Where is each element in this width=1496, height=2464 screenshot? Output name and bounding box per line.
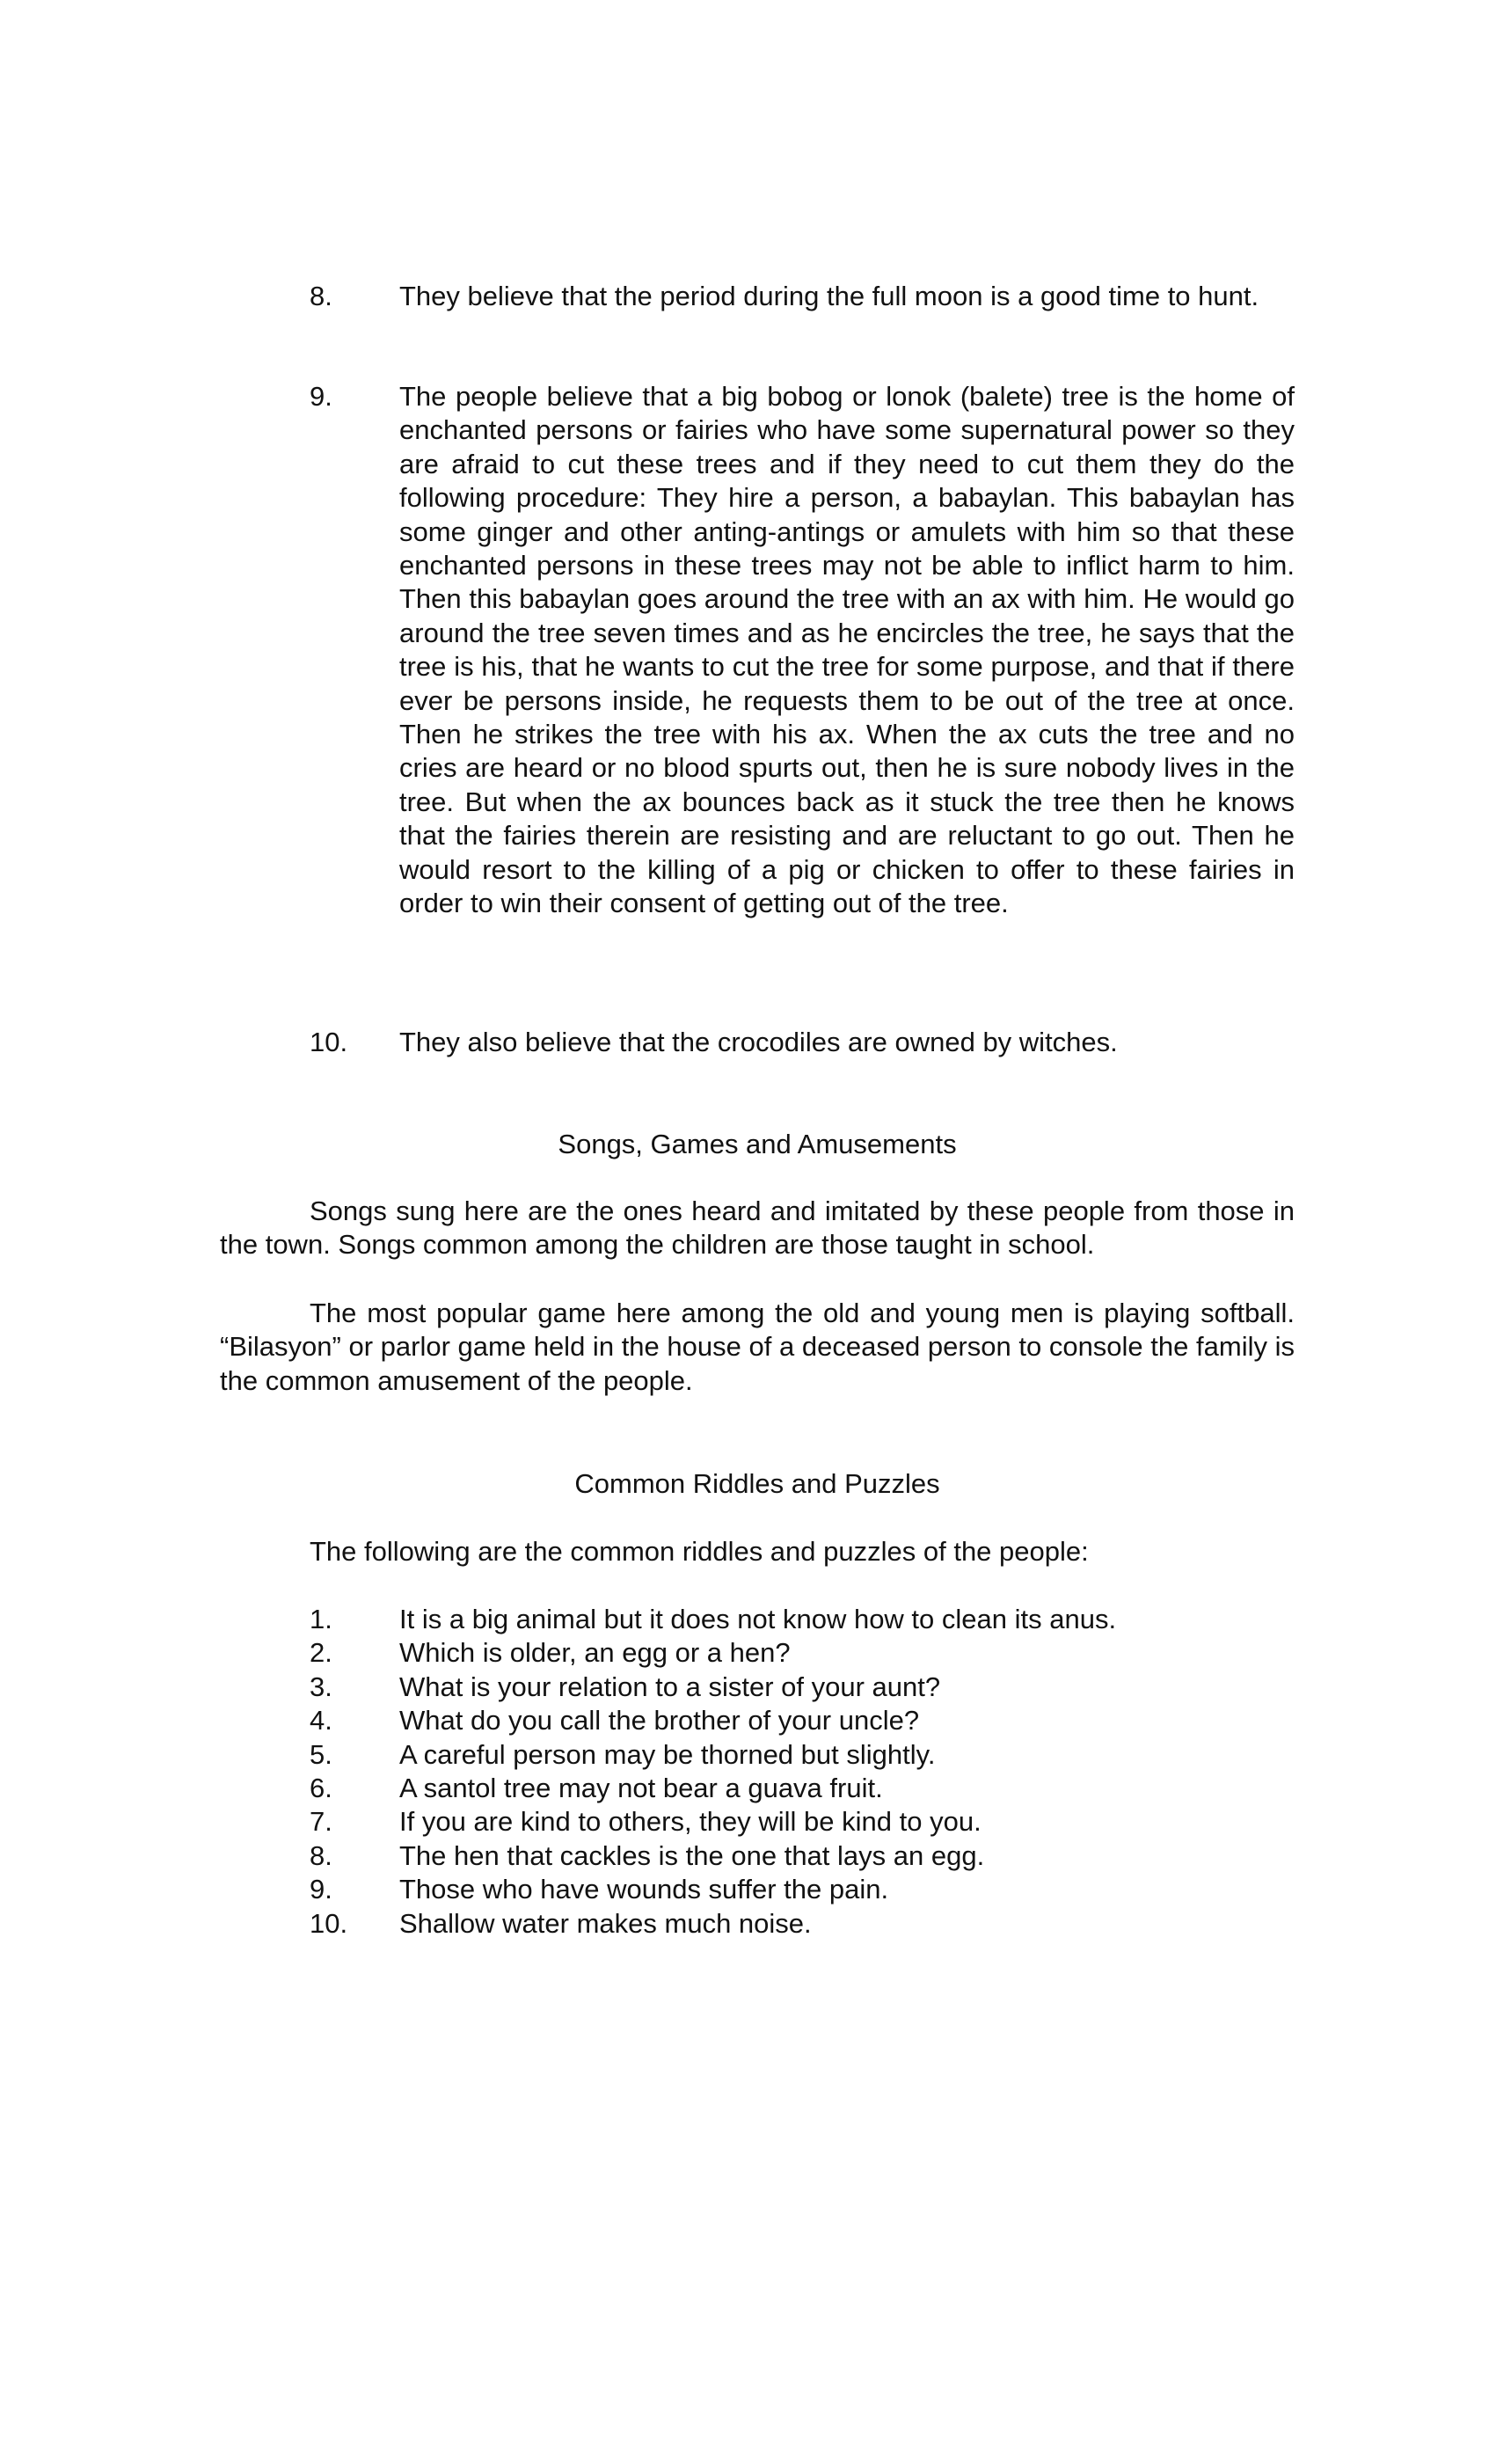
list-number: 5.	[310, 1738, 332, 1770]
section-heading-riddles: Common Riddles and Puzzles	[574, 1468, 940, 1499]
riddle-item	[310, 1738, 1295, 1772]
riddle-item	[310, 1772, 1295, 1805]
riddle-text: Those who have wounds suffer the pain.	[399, 1874, 889, 1905]
belief-text: They also believe that the crocodiles are owned by witches.	[399, 1027, 1118, 1057]
songs-paragraph: Songs sung here are the ones heard and imitated by these people from those in the town. Songs common among the children are those taught in school.	[220, 1195, 1295, 1261]
riddle-text: It is a big animal but it does not know how to clean its anus.	[399, 1604, 1117, 1634]
riddle-item	[310, 1704, 1295, 1737]
list-number: 4.	[310, 1705, 332, 1736]
belief-item-10	[310, 1026, 1295, 1059]
riddle-text: What do you call the brother of your uncle?	[399, 1705, 920, 1736]
belief-item-9	[310, 380, 1295, 921]
list-number: 2.	[310, 1637, 332, 1669]
riddles-intro: The following are the common riddles and puzzles of the people:	[310, 1536, 1089, 1567]
riddle-text: Which is older, an egg or a hen?	[399, 1637, 791, 1669]
riddle-text: If you are kind to others, they will be kind to you.	[399, 1806, 982, 1838]
riddle-item	[310, 1873, 1295, 1906]
list-number: 6.	[310, 1772, 332, 1803]
list-number: 3.	[310, 1671, 332, 1702]
riddle-item	[310, 1671, 1295, 1704]
belief-text: They believe that the period during the full moon is a good time to hunt.	[399, 281, 1259, 311]
list-number: 8.	[310, 281, 332, 311]
games-paragraph: The most popular game here among the old and young men is playing softball. “Bilasyon” or parlor game held in the house of a deceased person to console the family is the common amusement of the people.	[220, 1298, 1295, 1396]
riddle-text: Shallow water makes much noise.	[399, 1907, 812, 1939]
riddle-text: A santol tree may not bear a guava fruit.	[399, 1772, 883, 1803]
riddle-item	[310, 1636, 1295, 1670]
list-number: 8.	[310, 1839, 332, 1871]
riddles-list	[310, 1603, 1295, 1941]
riddle-text: A careful person may be thorned but slightly.	[399, 1738, 936, 1770]
section-heading-songs: Songs, Games and Amusements	[558, 1129, 957, 1159]
riddle-text: What is your relation to a sister of your aunt?	[399, 1671, 941, 1702]
riddle-item	[310, 1805, 1295, 1839]
list-number: 10.	[310, 1907, 348, 1939]
riddle-item	[310, 1907, 1295, 1941]
belief-item-8	[310, 280, 1295, 313]
list-number: 9.	[310, 381, 332, 412]
list-number: 1.	[310, 1604, 332, 1634]
riddle-item	[310, 1839, 1295, 1873]
belief-text: The people believe that a big bobog or lonok (balete) tree is the home of enchanted persons or fairies who have some supernatural power so they are afraid to cut these trees and if they need to cut them they do the following procedure: They hire a person, a babaylan. This babaylan has some ginger and other anting-antings or amulets with him so that these enchanted persons in these trees may not be able to inflict harm to him. Then this babaylan goes around the tree with an ax with him. He would go around the tree seven times and as he encircles the tree, he says that the tree is his, that he wants to cut the tree for some purpose, and that if there ever be persons inside, he requests them to be out of the tree at once. Then he strikes the tree with his ax. When the ax cuts the tree and no cries are heard or no blood spurts out, then he is sure nobody lives in the tree. But when the ax bounces back as it stuck the tree then he knows that the fairies therein are resisting and are reluctant to go out. Then he would resort to the killing of a pig or chicken to offer to these fairies in order to win their consent of getting out of the tree.	[399, 381, 1295, 919]
list-number: 9.	[310, 1874, 332, 1905]
riddle-item	[310, 1603, 1295, 1636]
riddle-text: The hen that cackles is the one that lays an egg.	[399, 1839, 985, 1871]
list-number: 7.	[310, 1806, 332, 1838]
list-number: 10.	[310, 1027, 348, 1057]
